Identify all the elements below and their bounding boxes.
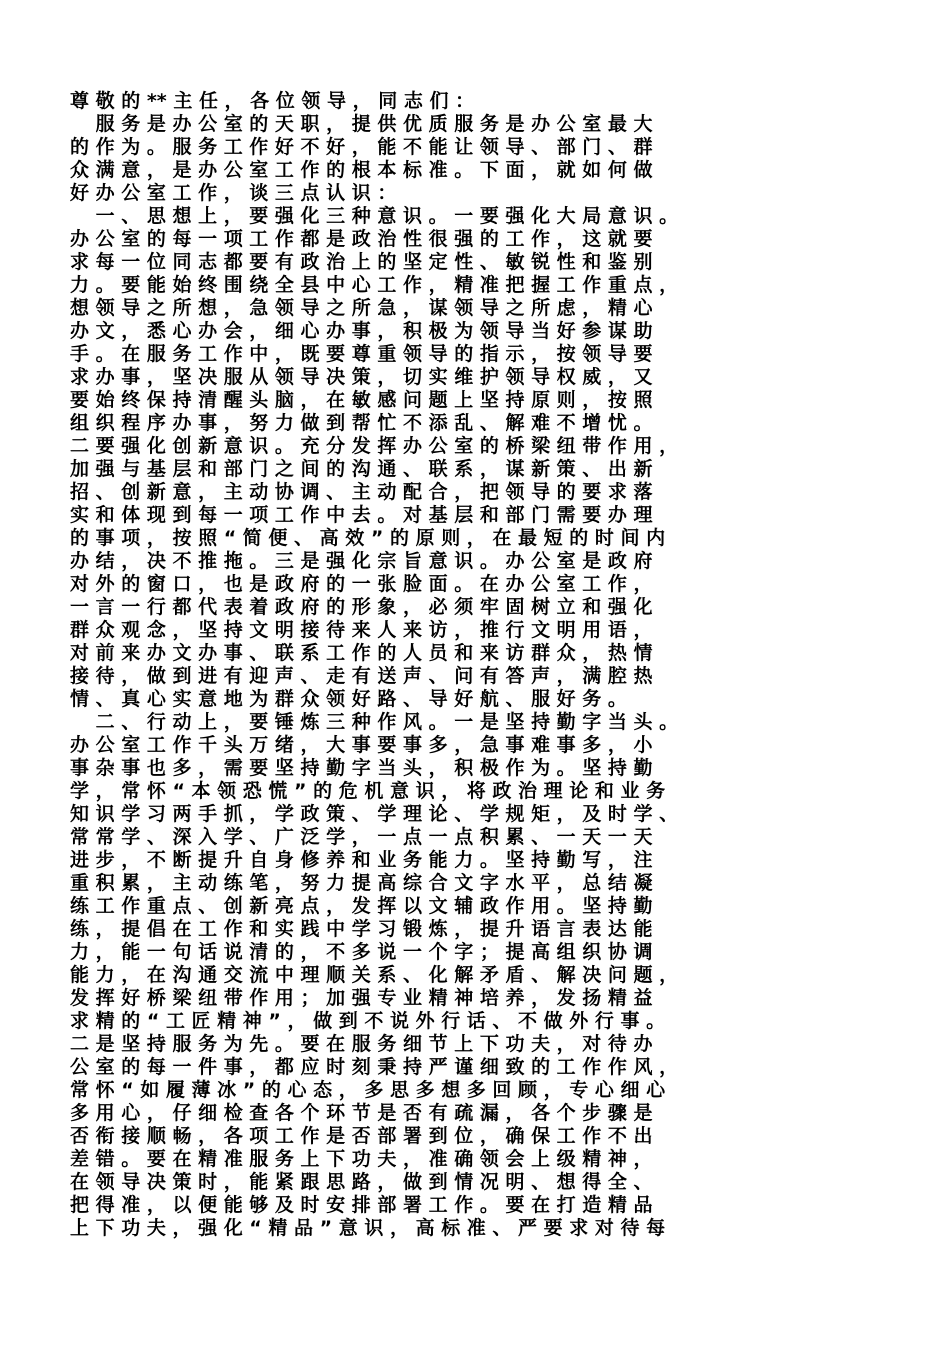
text-line: 想 领 导 之 所 想 ， 急 领 导 之 所 急 ， 谋 领 导 之 所 虑 ， 精 心 — [70, 297, 653, 319]
text-line: 练 工 作 重 点 、 创 新 亮 点 ， 发 挥 以 文 辅 政 作 用 。 坚 持 勤 — [70, 895, 653, 917]
text-line: 公 室 的 每 一 件 事 ， 都 应 时 刻 秉 持 严 谨 细 致 的 工 作 作 风 ， — [70, 1056, 679, 1078]
text-line: 上 下 功 夫 ， 强 化 “ 精 品 ” 意 识 ， 高 标 准 、 严 要 求 对 待 每 — [70, 1217, 666, 1239]
text-line: 办 公 室 工 作 千 头 万 绪 ， 大 事 要 事 多 ， 急 事 难 事 多 ， 小 — [70, 734, 653, 756]
text-line: 实 和 体 现 到 每 一 项 工 作 中 去 。 对 基 层 和 部 门 需 要 办 理 — [70, 504, 653, 526]
text-line: 众 满 意 ， 是 办 公 室 工 作 的 根 本 标 准 。 下 面 ， 就 如 何 做 — [70, 159, 653, 181]
speech-text-body — [70, 90, 890, 1240]
text-line: 力 ， 能 一 句 话 说 清 的 ， 不 多 说 一 个 字 ； 提 高 组 织 协 调 — [70, 941, 653, 963]
text-line: 办 结 ， 决 不 推 拖 。 三 是 强 化 宗 旨 意 识 。 办 公 室 是 政 府 — [70, 550, 653, 572]
text-line: 事 杂 事 也 多 ， 需 要 坚 持 勤 字 当 头 ， 积 极 作 为 。 坚 持 勤 — [70, 757, 653, 779]
text-line: 把 得 准 ， 以 便 能 够 及 时 安 排 部 署 工 作 。 要 在 打 造 精 品 — [70, 1194, 653, 1216]
text-line: 发 挥 好 桥 梁 纽 带 作 用 ； 加 强 专 业 精 神 培 养 ， 发 扬 精 益 — [70, 987, 653, 1009]
text-line: 一 、 思 想 上 ， 要 强 化 三 种 意 识 。 一 要 强 化 大 局 意 识 。 — [70, 205, 679, 227]
text-line: 加 强 与 基 层 和 部 门 之 间 的 沟 通 、 联 系 ， 谋 新 策 、 出 新 — [70, 458, 653, 480]
text-line: 求 每 一 位 同 志 都 要 有 政 治 上 的 坚 定 性 、 敏 锐 性 和 鉴 别 — [70, 251, 653, 273]
text-line: 尊 敬 的 ** 主 任 ， 各 位 领 导 ， 同 志 们 ： — [70, 90, 475, 112]
text-line: 组 织 程 序 办 事 ， 努 力 做 到 帮 忙 不 添 乱 、 解 难 不 增 忧 。 — [70, 412, 653, 434]
text-line: 办 文 ， 悉 心 办 会 ， 细 心 办 事 ， 积 极 为 领 导 当 好 参 谋 助 — [70, 320, 653, 342]
text-line: 对 外 的 窗 口 ， 也 是 政 府 的 一 张 脸 面 。 在 办 公 室 工 作 ， — [70, 573, 653, 595]
text-line: 常 怀 “ 如 履 薄 冰 ” 的 心 态 ， 多 思 多 想 多 回 顾 ， 专 心 细 心 — [70, 1079, 666, 1101]
text-line: 学 ， 常 怀 “ 本 领 恐 慌 ” 的 危 机 意 识 ， 将 政 治 理 论 和 业 务 — [70, 780, 666, 802]
text-line: 手 。 在 服 务 工 作 中 ， 既 要 尊 重 领 导 的 指 示 ， 按 领 导 要 — [70, 343, 653, 365]
text-line: 接 待 ， 做 到 进 有 迎 声 、 走 有 送 声 、 问 有 答 声 ， 满 腔 热 — [70, 665, 653, 687]
text-line: 差 错 。 要 在 精 准 服 务 上 下 功 夫 ， 准 确 领 会 上 级 精 神 ， — [70, 1148, 653, 1170]
text-line: 一 言 一 行 都 代 表 着 政 府 的 形 象 ， 必 须 牢 固 树 立 和 强 化 — [70, 596, 653, 618]
text-line: 服 务 是 办 公 室 的 天 职 ， 提 供 优 质 服 务 是 办 公 室 最 大 — [70, 113, 653, 135]
text-line: 力 。 要 能 始 终 围 绕 全 县 中 心 工 作 ， 精 准 把 握 工 作 重 点 ， — [70, 274, 679, 296]
text-line: 求 精 的 “ 工 匠 精 神 ” ， 做 到 不 说 外 行 话 、 不 做 外 行 事 。 — [70, 1010, 666, 1032]
text-line: 多 用 心 ， 仔 细 检 查 各 个 环 节 是 否 有 疏 漏 ， 各 个 步 骤 是 — [70, 1102, 653, 1124]
text-line: 情 、 真 心 实 意 地 为 群 众 领 好 路 、 导 好 航 、 服 好 务 。 — [70, 688, 627, 710]
text-line: 招 、 创 新 意 ， 主 动 协 调 、 主 动 配 合 ， 把 领 导 的 要 求 落 — [70, 481, 653, 503]
text-line: 的 事 项 ， 按 照 “ 简 便 、 高 效 ” 的 原 则 ， 在 最 短 的 时 间 内 — [70, 527, 666, 549]
text-line: 练 ， 提 倡 在 工 作 和 实 践 中 学 习 锻 炼 ， 提 升 语 言 表 达 能 — [70, 918, 653, 940]
text-line: 群 众 观 念 ， 坚 持 文 明 接 待 来 人 来 访 ， 推 行 文 明 用 语 ， — [70, 619, 653, 641]
text-line: 二 、 行 动 上 ， 要 锤 炼 三 种 作 风 。 一 是 坚 持 勤 字 当 头 。 — [70, 711, 679, 733]
text-line: 在 领 导 决 策 时 ， 能 紧 跟 思 路 ， 做 到 情 况 明 、 想 得 全 、 — [70, 1171, 653, 1193]
text-line: 否 衔 接 顺 畅 ， 各 项 工 作 是 否 部 署 到 位 ， 确 保 工 作 不 出 — [70, 1125, 653, 1147]
text-line: 知 识 学 习 两 手 抓 ， 学 政 策 、 学 理 论 、 学 规 矩 ， 及 时 学 、 — [70, 803, 679, 825]
text-line: 办 公 室 的 每 一 项 工 作 都 是 政 治 性 很 强 的 工 作 ， 这 就 要 — [70, 228, 653, 250]
text-line: 对 前 来 办 文 办 事 、 联 系 工 作 的 人 员 和 来 访 群 众 ， 热 情 — [70, 642, 653, 664]
text-line: 好 办 公 室 工 作 ， 谈 三 点 认 识 ： — [70, 182, 397, 204]
text-line: 常 常 学 、 深 入 学 、 广 泛 学 ， 一 点 一 点 积 累 、 一 天 一 天 — [70, 826, 653, 848]
text-line: 要 始 终 保 持 清 醒 头 脑 ， 在 敏 感 问 题 上 坚 持 原 则 ， 按 照 — [70, 389, 653, 411]
text-line: 求 办 事 ， 坚 决 服 从 领 导 决 策 ， 切 实 维 护 领 导 权 威 ， 又 — [70, 366, 653, 388]
text-line: 进 步 ， 不 断 提 升 自 身 修 养 和 业 务 能 力 。 坚 持 勤 写 ， 注 — [70, 849, 653, 871]
text-line: 二 是 坚 持 服 务 为 先 。 要 在 服 务 细 节 上 下 功 夫 ， 对 待 办 — [70, 1033, 653, 1055]
text-line: 二 要 强 化 创 新 意 识 。 充 分 发 挥 办 公 室 的 桥 梁 纽 带 作 用 ， — [70, 435, 679, 457]
text-line: 的 作 为 。 服 务 工 作 好 不 好 ， 能 不 能 让 领 导 、 部 门 、 群 — [70, 136, 653, 158]
text-line: 重 积 累 ， 主 动 练 笔 ， 努 力 提 高 综 合 文 字 水 平 ， 总 结 凝 — [70, 872, 653, 894]
text-line: 能 力 ， 在 沟 通 交 流 中 理 顺 关 系 、 化 解 矛 盾 、 解 决 问 题 ， — [70, 964, 679, 986]
